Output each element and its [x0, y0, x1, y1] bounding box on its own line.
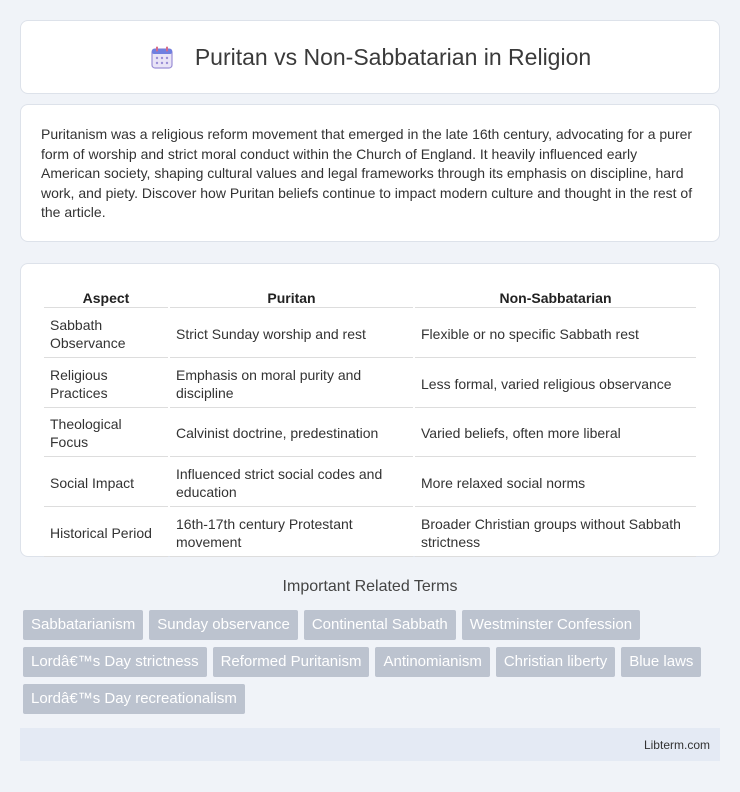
cell-puritan: Strict Sunday worship and rest	[170, 310, 413, 358]
cell-aspect: Theological Focus	[44, 410, 168, 457]
cell-puritan: Emphasis on moral purity and discipline	[170, 360, 413, 408]
table-row	[44, 459, 696, 507]
cell-aspect: Sabbath Observance	[44, 310, 168, 358]
cell-non-sabbatarian: Broader Christian groups without Sabbath strictness	[415, 509, 696, 557]
intro-paragraph: Puritanism was a religious reform movement that emerged in the late 16th century, advocating for a purer form of worship and strict moral conduct within the Church of England. It heavily influenced early American society, shaping cultural values and legal frameworks through its emphasis on discipline, hard work, and piety. Discover how Puritan beliefs continue to impact modern culture and thought in the rest of the article.	[41, 126, 693, 220]
header-puritan: Puritan	[170, 286, 413, 308]
header-non-sabbatarian: Non-Sabbatarian	[415, 286, 696, 308]
comparison-table	[42, 284, 698, 559]
tag-continental-sabbath[interactable]: Continental Sabbath	[304, 610, 456, 640]
comparison-table-card	[20, 263, 720, 557]
title-wrap	[149, 44, 591, 71]
table-row	[44, 509, 696, 557]
table-header-row	[44, 286, 696, 308]
page-title: Puritan vs Non-Sabbatarian in Religion	[194, 43, 592, 70]
tag-westminster-confession[interactable]: Westminster Confession	[462, 610, 640, 640]
cell-non-sabbatarian: Less formal, varied religious observance	[415, 360, 696, 408]
related-terms-tags	[23, 610, 723, 714]
footer-site-link[interactable]: Libterm.com	[643, 737, 710, 752]
tag-sabbatarianism[interactable]: Sabbatarianism	[23, 610, 143, 640]
related-terms-title: Important Related Terms	[282, 578, 458, 595]
cell-puritan: Calvinist doctrine, predestination	[170, 410, 413, 457]
cell-aspect: Social Impact	[44, 459, 168, 507]
table-row	[44, 360, 696, 408]
cell-aspect: Religious Practices	[44, 360, 168, 408]
tag-lords-day-recreationalism[interactable]: Lordâ€™s Day recreationalism	[23, 684, 245, 714]
table-row	[44, 410, 696, 457]
cell-aspect: Historical Period	[44, 509, 168, 557]
footer	[20, 728, 720, 761]
tag-reformed-puritanism[interactable]: Reformed Puritanism	[213, 647, 370, 677]
cell-puritan: 16th-17th century Protestant movement	[170, 509, 413, 557]
calendar-icon	[149, 44, 175, 70]
tag-lords-day-strictness[interactable]: Lordâ€™s Day strictness	[23, 647, 207, 677]
cell-puritan: Influenced strict social codes and education	[170, 459, 413, 507]
intro-card	[20, 104, 720, 242]
header-aspect: Aspect	[44, 286, 168, 308]
cell-non-sabbatarian: Varied beliefs, often more liberal	[415, 410, 696, 457]
tag-christian-liberty[interactable]: Christian liberty	[496, 647, 615, 677]
header-card	[20, 20, 720, 94]
tag-sunday-observance[interactable]: Sunday observance	[149, 610, 298, 640]
tag-antinomianism[interactable]: Antinomianism	[375, 647, 489, 677]
tag-blue-laws[interactable]: Blue laws	[621, 647, 701, 677]
cell-non-sabbatarian: Flexible or no specific Sabbath rest	[415, 310, 696, 358]
table-row	[44, 310, 696, 358]
cell-non-sabbatarian: More relaxed social norms	[415, 459, 696, 507]
